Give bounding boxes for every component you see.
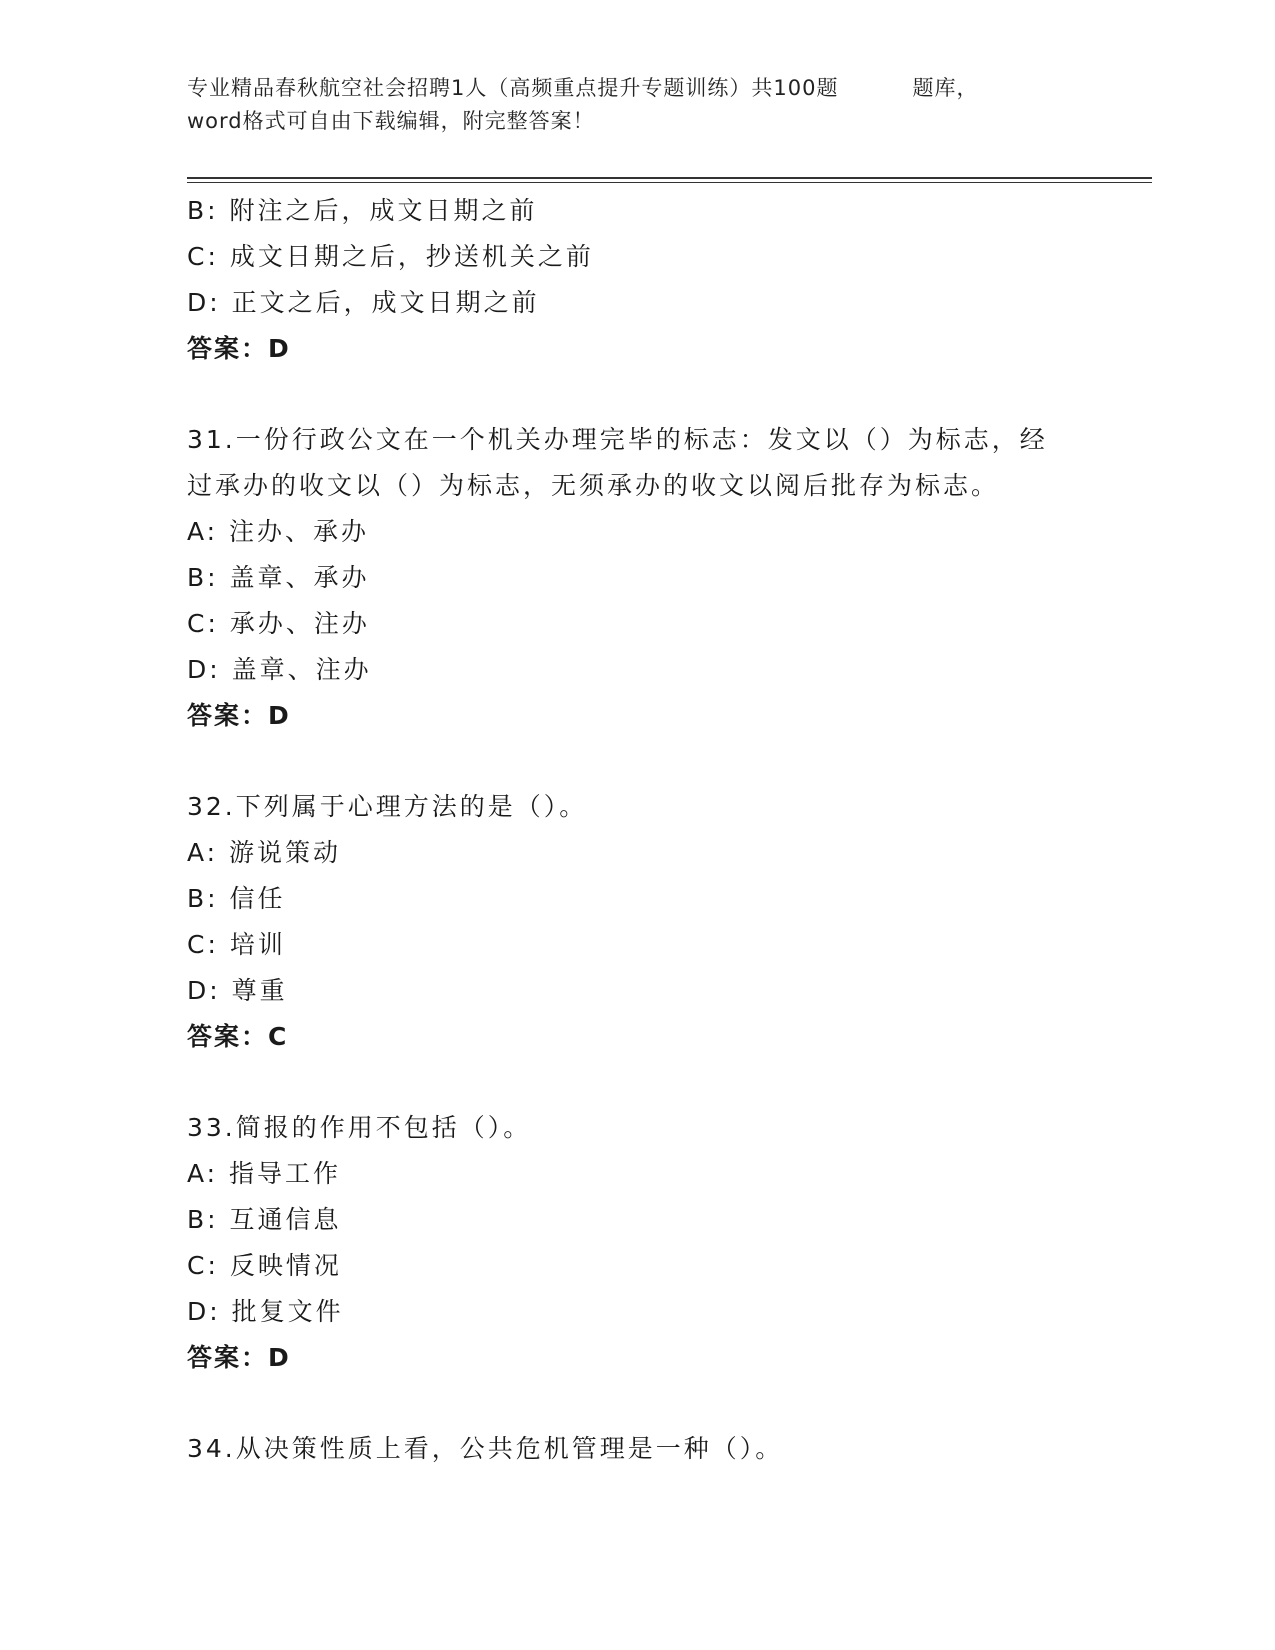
option-b: B: 附注之后，成文日期之前 <box>187 196 538 225</box>
question-stem: 32.下列属于心理方法的是（）。 <box>187 792 588 821</box>
question-34 <box>187 1426 1087 1472</box>
answer-line: 答案：D <box>187 701 291 730</box>
option-d: D: 正文之后，成文日期之前 <box>187 288 540 317</box>
answer-line: 答案：D <box>187 334 291 363</box>
option-b: B: 信任 <box>187 884 286 913</box>
option-d: D: 盖章、注办 <box>187 655 372 684</box>
header-title-suffix: 题库， <box>912 76 979 100</box>
option-d: D: 批复文件 <box>187 1297 344 1326</box>
option-a: A: 注办、承办 <box>187 517 370 546</box>
question-32 <box>187 784 1087 1060</box>
option-d: D: 尊重 <box>187 976 288 1005</box>
header-line-1 <box>187 72 1087 105</box>
header-line-2: word格式可自由下载编辑，附完整答案！ <box>187 109 595 133</box>
option-a: A: 游说策动 <box>187 838 342 867</box>
header-divider-thick <box>187 177 1152 179</box>
document-header <box>187 72 1087 138</box>
question-stem: 34.从决策性质上看，公共危机管理是一种（）。 <box>187 1434 784 1463</box>
question-stem-continued: 过承办的收文以（）为标志，无须承办的收文以阅后批存为标志。 <box>187 471 1000 500</box>
option-c: C: 承办、注办 <box>187 609 370 638</box>
option-a: A: 指导工作 <box>187 1159 342 1188</box>
option-c: C: 培训 <box>187 930 286 959</box>
answer-line: 答案：C <box>187 1022 289 1051</box>
question-stem: 31.一份行政公文在一个机关办理完毕的标志：发文以（）为标志，经 <box>187 425 1048 454</box>
question-stem: 33.简报的作用不包括（）。 <box>187 1113 532 1142</box>
option-c: C: 反映情况 <box>187 1251 342 1280</box>
question-list <box>187 188 1087 1472</box>
answer-line: 答案：D <box>187 1343 291 1372</box>
question-31 <box>187 417 1087 739</box>
header-title: 专业精品春秋航空社会招聘1人（高频重点提升专题训练）共100题 <box>187 76 839 100</box>
header-divider-thin <box>187 182 1152 183</box>
option-b: B: 盖章、承办 <box>187 563 370 592</box>
option-b: B: 互通信息 <box>187 1205 342 1234</box>
question-33 <box>187 1105 1087 1381</box>
partial-question <box>187 188 1087 372</box>
option-c: C: 成文日期之后，抄送机关之前 <box>187 242 594 271</box>
